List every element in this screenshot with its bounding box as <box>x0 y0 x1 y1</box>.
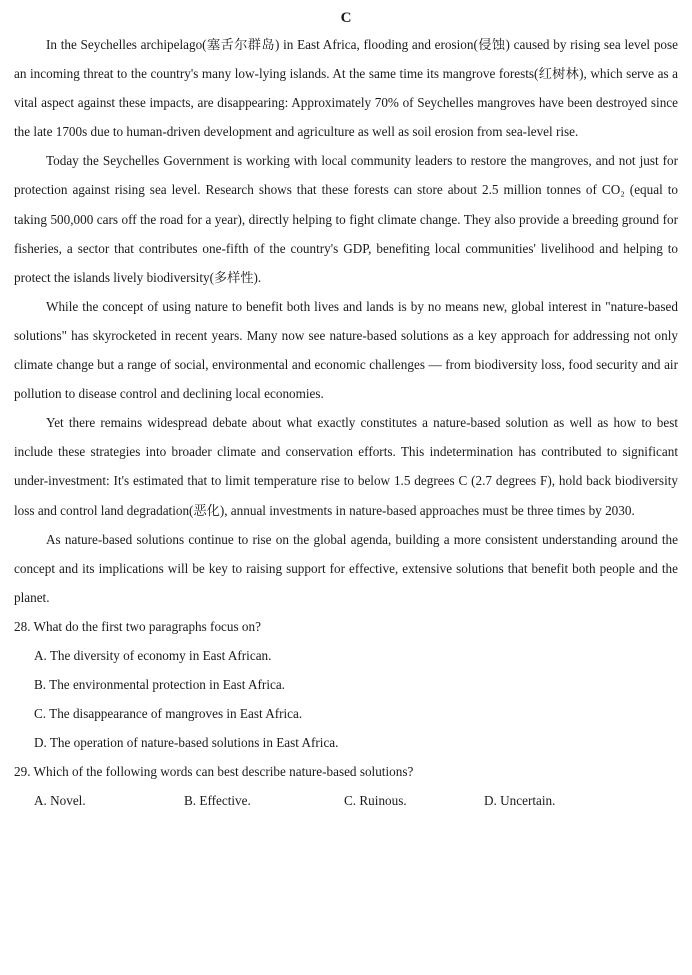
passage-paragraph-4: Yet there remains widespread debate about what exactly constitutes a nature-based solution as well as how to best include these strategies into broader climate and conservation efforts. This indetermination has contributed to significant under-investment: It's estimated that to limit temperature rise to below 1.5 degrees C (2.7 degrees F), hold back biodiversity loss and control land degradation(恶化), annual investments in nature-based approaches must be three times by 2030. <box>14 415 678 518</box>
question-28-stem: 28. What do the first two paragraphs focus on? <box>14 618 261 634</box>
question-28-option-d: D. The operation of nature-based solutions in East Africa. <box>34 735 339 751</box>
passage-paragraph-2: Today the Seychelles Government is working with local community leaders to restore the mangroves, and not just for protection against rising sea level. Research shows that these forests can store about 2.5 million tonnes of CO₂ (equal to taking 500,000 cars off the road for a year), directly helping to fight climate change. They also provide a breeding ground for fisheries, a sector that contributes one-fifth of the country's GDP, benefiting local communities' livelihood and helping to protect the islands lively biodiversity(多样性). <box>14 153 678 285</box>
question-29-option-b: B. Effective. <box>184 793 251 809</box>
question-28-option-b: B. The environmental protection in East Africa. <box>34 677 285 693</box>
section-letter: C <box>340 10 352 26</box>
passage-paragraph-1: In the Seychelles archipelago(塞舌尔群岛) in East Africa, flooding and erosion(侵蚀) caused by rising sea level pose an incoming threat to the country's many low-lying islands. At the same time its mangrove forests(红树林), which serve as a vital aspect against these impacts, are disappearing: Approximately 70% of Seychelles mangroves have been destroyed since the late 1700s due to human-driven development and agriculture as well as soil erosion from sea-level rise. <box>14 37 678 140</box>
question-29-option-d: D. Uncertain. <box>484 793 556 809</box>
question-28-option-a: A. The diversity of economy in East African. <box>34 647 272 663</box>
question-29-options <box>14 786 678 815</box>
question-28 <box>14 612 678 757</box>
question-28-option-c: C. The disappearance of mangroves in East Africa. <box>34 706 303 722</box>
passage-paragraph-5: As nature-based solutions continue to rise on the global agenda, building a more consistent understanding around the concept and its implications will be key to raising support for effective, extensive solutions that benefit both people and the planet. <box>14 531 678 605</box>
question-29-option-c: C. Ruinous. <box>344 793 407 809</box>
passage-paragraph-3: While the concept of using nature to benefit both lives and lands is by no means new, global interest in "nature-based solutions" has skyrocketed in recent years. Many now see nature-based solutions as a key approach for addressing not only climate change but a range of social, environmental and economic challenges — from biodiversity loss, food security and air pollution to disease control and declining local economies. <box>14 298 678 402</box>
question-29-option-a: A. Novel. <box>34 793 86 809</box>
question-29 <box>14 757 678 815</box>
question-29-stem: 29. Which of the following words can best describe nature-based solutions? <box>14 764 414 780</box>
